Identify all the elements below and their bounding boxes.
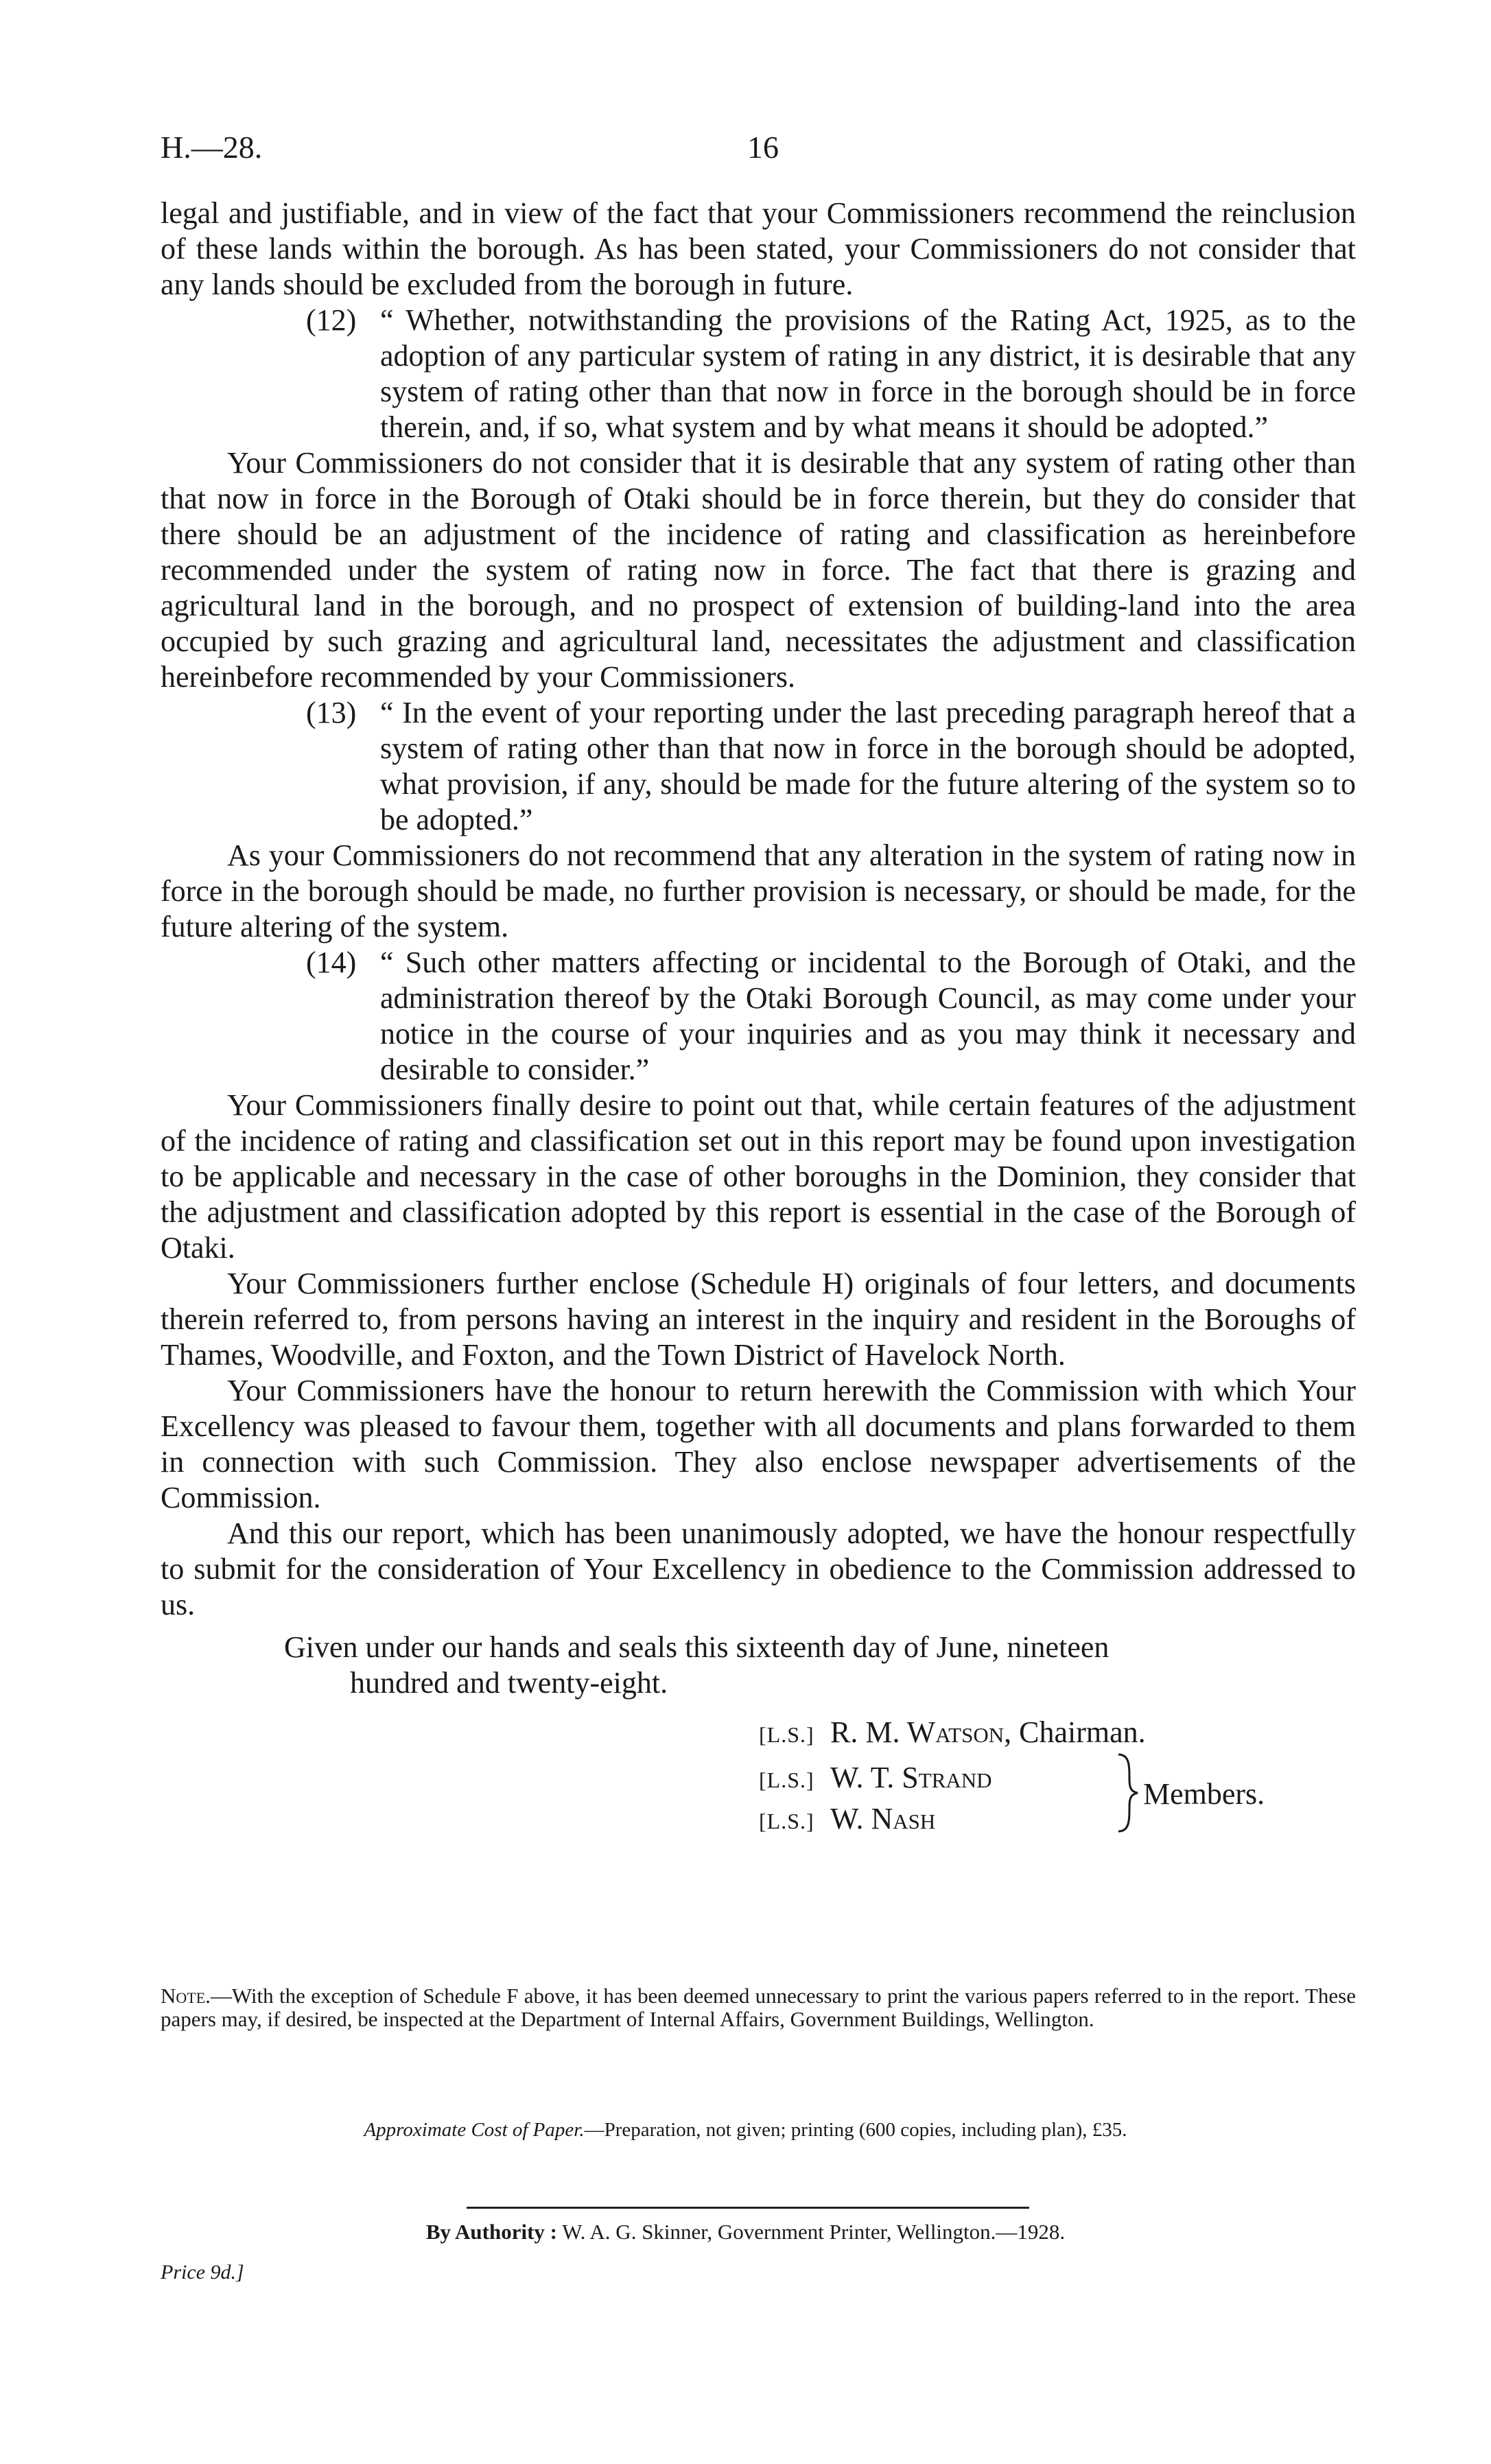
divider (467, 2207, 1029, 2209)
curly-brace-icon (1114, 1752, 1142, 1834)
paragraph-continuation: legal and justifiable, and in view of the fact that your Commissioners recommend the reinclusion of these lands within the borough. As has been stated, your Commissioners do not consider that any lands should be excluded from the borough in future. (161, 196, 1356, 301)
answer-13: As your Commissioners do not recommend that any alteration in the system of rating now in force in the borough should be made, no further provision is necessary, or should be made, for the future altering of the system. (161, 838, 1356, 943)
question-13 (306, 695, 1356, 838)
authority-line (0, 2220, 1491, 2244)
signatory-role: Chairman. (1019, 1715, 1146, 1749)
given-line-2: hundred and twenty-eight. (350, 1666, 668, 1700)
note-text: —With the exception of Schedule F above, it has been deemed unnecessary to print the various papers referred to in the report. These papers may, if desired, be inspected at the Department of Internal Affairs, Government Buildings, Wellington. (161, 1984, 1356, 2031)
cost-text: —Preparation, not given; printing (600 copies, including plan), £35. (584, 2119, 1127, 2141)
signatory-name: W. Nash (830, 1802, 936, 1835)
signature-member-2 (759, 1801, 935, 1839)
paragraph-schedule-h: Your Commissioners further enclose (Schedule H) originals of four letters, and documents therein referred to, from persons having an interest in the inquiry and resident in the Boroughs of Thames, Woodville, and Foxton, and the Town District of Havelock North. (161, 1267, 1356, 1372)
authority-text: W. A. G. Skinner, Government Printer, Wellington.—1928. (562, 2220, 1066, 2244)
signatory-name: W. T. Strand (830, 1761, 992, 1794)
authority-label: By Authority : (425, 2220, 558, 2244)
report-body (161, 196, 1356, 1842)
cost-label: Approximate Cost of Paper. (364, 2119, 585, 2141)
seal-mark: [L.S.] (759, 1809, 814, 1833)
price: Price 9d.] (161, 2261, 244, 2284)
seal-mark: [L.S.] (759, 1722, 814, 1747)
signature-block (161, 1715, 1356, 1842)
members-label: Members. (1143, 1777, 1265, 1811)
question-number: (14) (306, 946, 357, 979)
note-lead: Note. (161, 1984, 211, 2008)
answer-12: Your Commissioners do not consider that it is desirable that any system of rating other than that now in force in the Borough of Otaki should be in force therein, but they do consider that there should be an adjustment of the incidence of rating and classification as hereinbefore recommended under the system of rating now in force. The fact that there is grazing and agricultural land in the borough, and no prospect of extension of building-land into the area occupied by such grazing and agricultural land, necessitates the adjustment and classification hereinbefore recommended by your Commissioners. (161, 446, 1356, 694)
paragraph-submission: And this our report, which has been unanimously adopted, we have the honour respectfully to submit for the consideration of Your Excellency in obedience to the Commission addressed to us. (161, 1516, 1356, 1621)
given-under-hands (284, 1630, 1356, 1701)
cost-line (0, 2119, 1491, 2142)
document-reference: H.—28. (161, 130, 263, 165)
question-14 (306, 945, 1356, 1088)
answer-14: Your Commissioners finally desire to point out that, while certain features of the adjustment of the incidence of rating and classification set out in this report may be found upon investigation to be applicable and necessary in the case of other boroughs in the Dominion, they consider that the adjustment and classification adopted by this report is essential in the case of the Borough of Otaki. (161, 1088, 1356, 1265)
footnote (161, 1984, 1356, 2031)
question-number: (12) (306, 303, 357, 337)
question-text: “ Whether, notwithstanding the provisions of the Rating Act, 1925, as to the adoption of any particular system of rating in any district, it is desirable that any system of rating other than that now in force in the borough should be in force therein, and, if so, what system and by what means it should be adopted.” (380, 303, 1356, 444)
page-header (161, 129, 1354, 177)
given-line-1: Given under our hands and seals this sixteenth day of June, nineteen (284, 1630, 1110, 1664)
question-12 (306, 303, 1356, 445)
question-number: (13) (306, 696, 357, 729)
signature-chairman (759, 1715, 1146, 1752)
question-text: “ In the event of your reporting under the last preceding paragraph hereof that a system of rating other than that now in force in the borough should be adopted, what provision, if any, should be made for the future altering of the system so to be adopted.” (380, 696, 1356, 836)
paragraph-return-commission: Your Commissioners have the honour to return herewith the Commission with which Your Excellency was pleased to favour them, together with all documents and plans forwarded to them in connection with such Commission. They also enclose newspaper advertisements of the Commission. (161, 1374, 1356, 1514)
signatory-name: R. M. Watson, (830, 1715, 1012, 1749)
signature-member-1 (759, 1760, 992, 1798)
page-number: 16 (747, 130, 779, 165)
question-text: “ Such other matters affecting or incidental to the Borough of Otaki, and the administration thereof by the Otaki Borough Council, as may come under your notice in the course of your inquiries and as you may think it necessary and desirable to consider.” (380, 946, 1356, 1086)
seal-mark: [L.S.] (759, 1768, 814, 1792)
